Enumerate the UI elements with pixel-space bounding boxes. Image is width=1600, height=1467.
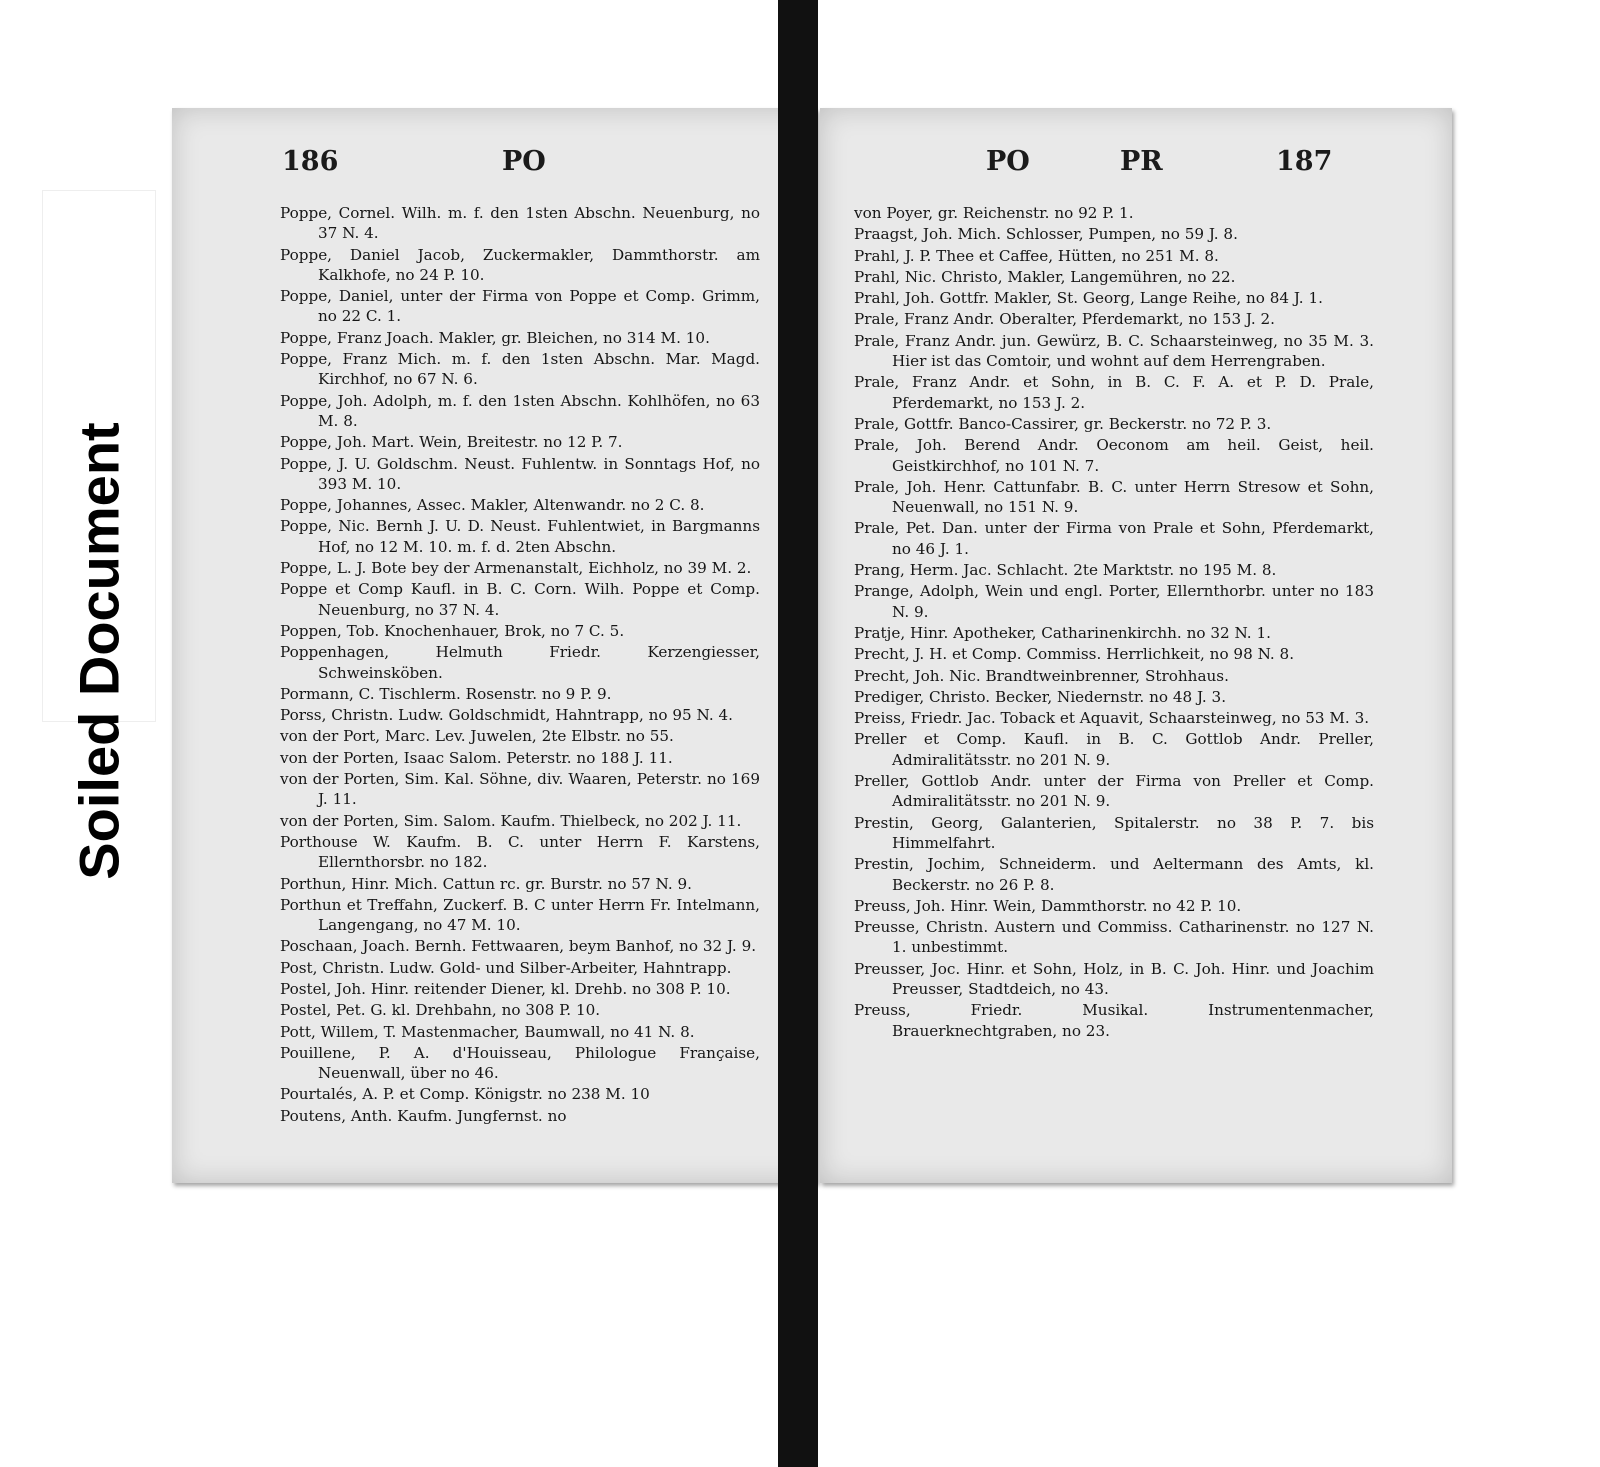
left-page-number: 186: [282, 146, 339, 177]
directory-entry: Prestin, Georg, Galanterien, Spitalerstr. no 38 P. 7. bis Himmelfahrt.: [854, 813, 1374, 852]
directory-entry: Poschaan, Joach. Bernh. Fettwaaren, beym Banhof, no 32 J. 9.: [280, 937, 757, 956]
directory-entry: Poutens, Anth. Kaufm. Jungfernst. no: [280, 1106, 567, 1125]
right-page-number: 187: [1276, 146, 1333, 177]
left-header-letters: PO: [502, 146, 546, 177]
directory-entry: Prahl, Joh. Gottfr. Makler, St. Georg, Lange Reihe, no 84 J. 1.: [854, 289, 1323, 308]
directory-entry: Pormann, C. Tischlerm. Rosenstr. no 9 P. 9.: [280, 684, 612, 703]
directory-entry: Poppe, J. U. Goldschm. Neust. Fuhlentw. in Sonntags Hof, no 393 M. 10.: [280, 454, 760, 493]
directory-entry: Preusser, Joc. Hinr. et Sohn, Holz, in B. C. Joh. Hinr. und Joachim Preusser, Stadtdeich, no 43.: [854, 959, 1374, 998]
directory-entry: Poppe, Joh. Adolph, m. f. den 1sten Abschn. Kohlhöfen, no 63 M. 8.: [280, 391, 760, 430]
directory-entry: Prale, Franz Andr. jun. Gewürz, B. C. Schaarsteinweg, no 35 M. 3. Hier ist das Comtoir, und wohnt auf dem Herrengraben.: [854, 331, 1374, 371]
directory-entry: Preller, Gottlob Andr. unter der Firma von Preller et Comp. Admiralitätsstr. no 201 N. 9.: [854, 772, 1374, 811]
directory-entry: Prediger, Christo. Becker, Niedernstr. no 48 J. 3.: [854, 687, 1227, 706]
directory-entry: Poppe, Cornel. Wilh. m. f. den 1sten Abschn. Neuenburg, no 37 N. 4.: [280, 204, 760, 243]
left-page: [172, 108, 817, 1183]
directory-entry: Praagst, Joh. Mich. Schlosser, Pumpen, no 59 J. 8.: [854, 225, 1238, 244]
directory-entry: Porthun, Hinr. Mich. Cattun rc. gr. Burstr. no 57 N. 9.: [280, 874, 692, 893]
directory-entry: Poppenhagen, Helmuth Friedr. Kerzengiesser, Schweinsköben.: [280, 643, 760, 682]
directory-entry: Pott, Willem, T. Mastenmacher, Baumwall, no 41 N. 8.: [280, 1022, 695, 1041]
directory-entry: Poppen, Tob. Knochenhauer, Brok, no 7 C. 5.: [280, 621, 625, 640]
directory-entry: Preuss, Friedr. Musikal. Instrumentenmacher, Brauerknechtgraben, no 23.: [854, 1001, 1374, 1040]
directory-entry: Prahl, J. P. Thee et Caffee, Hütten, no 251 M. 8.: [854, 246, 1219, 265]
right-header-letters-left: PO: [986, 146, 1030, 177]
directory-entry: Prestin, Jochim, Schneiderm. und Aeltermann des Amts, kl. Beckerstr. no 26 P. 8.: [854, 855, 1374, 894]
directory-entry: Pouillene, P. A. d'Houisseau, Philologue Française, Neuenwall, über no 46.: [280, 1043, 760, 1083]
directory-entry: Porthun et Treffahn, Zuckerf. B. C unter Herrn Fr. Intelmann, Langengang, no 47 M. 10.: [280, 895, 760, 935]
directory-entry: Poppe, Nic. Bernh J. U. D. Neust. Fuhlentwiet, in Bargmanns Hof, no 12 M. 10. m. f. d. 2ten Abschn.: [280, 517, 760, 556]
directory-entry: Precht, Joh. Nic. Brandtweinbrenner, Strohhaus.: [854, 666, 1229, 685]
directory-entry: Prale, Franz Andr. Oberalter, Pferdemarkt, no 153 J. 2.: [854, 310, 1275, 329]
directory-entry: Prale, Joh. Henr. Cattunfabr. B. C. unter Herrn Stresow et Sohn, Neuenwall, no 151 N. 9.: [854, 477, 1374, 517]
directory-entry: Preller et Comp. Kaufl. in B. C. Gottlob Andr. Preller, Admiralitätsstr. no 201 N. 9.: [854, 730, 1374, 769]
directory-entry: von der Porten, Isaac Salom. Peterstr. no 188 J. 11.: [280, 748, 673, 767]
directory-entry: Prange, Adolph, Wein und engl. Porter, Ellernthorbr. unter no 183 N. 9.: [854, 582, 1374, 621]
directory-entry: Postel, Pet. G. kl. Drehbahn, no 308 P. 10.: [280, 1001, 601, 1020]
directory-entry: von der Porten, Sim. Kal. Söhne, div. Waaren, Peterstr. no 169 J. 11.: [280, 770, 760, 809]
directory-entry: Prale, Franz Andr. et Sohn, in B. C. F. A. et P. D. Prale, Pferdemarkt, no 153 J. 2.: [854, 373, 1374, 412]
directory-entry: Poppe, Johannes, Assec. Makler, Altenwandr. no 2 C. 8.: [280, 496, 705, 515]
right-page-header: [820, 146, 1452, 186]
directory-entry: Porthouse W. Kaufm. B. C. unter Herrn F. Karstens, Ellernthorsbr. no 182.: [280, 832, 760, 872]
directory-entry: Prahl, Nic. Christo, Makler, Langemühren, no 22.: [854, 267, 1236, 286]
directory-entry: von Poyer, gr. Reichenstr. no 92 P. 1.: [854, 204, 1134, 222]
directory-entry: Prang, Herm. Jac. Schlacht. 2te Marktstr. no 195 M. 8.: [854, 561, 1277, 580]
stamp-label: Soiled Document: [67, 422, 131, 880]
directory-entry: Preiss, Friedr. Jac. Toback et Aquavit, Schaarsteinweg, no 53 M. 3.: [854, 709, 1370, 728]
directory-entry: Precht, J. H. et Comp. Commiss. Herrlichkeit, no 98 N. 8.: [854, 645, 1295, 664]
right-entry-list: [854, 203, 1374, 1042]
directory-entry: Post, Christn. Ludw. Gold- und Silber-Arbeiter, Hahntrapp.: [280, 958, 732, 977]
left-entry-list: [280, 203, 760, 1127]
directory-entry: Prale, Gottfr. Banco-Cassirer, gr. Beckerstr. no 72 P. 3.: [854, 414, 1272, 433]
right-header-letters-right: PR: [1120, 146, 1163, 177]
directory-entry: Poppe et Comp Kaufl. in B. C. Corn. Wilh. Poppe et Comp. Neuenburg, no 37 N. 4.: [280, 580, 760, 619]
directory-entry: Poppe, Daniel Jacob, Zuckermakler, Dammthorstr. am Kalkhofe, no 24 P. 10.: [280, 245, 760, 284]
soiled-document-stamp: [42, 190, 156, 880]
directory-entry: Poppe, Franz Joach. Makler, gr. Bleichen, no 314 M. 10.: [280, 328, 710, 347]
directory-entry: von der Porten, Sim. Salom. Kaufm. Thielbeck, no 202 J. 11.: [280, 811, 742, 830]
book-binding: [778, 0, 818, 1467]
right-page: [820, 108, 1452, 1183]
directory-entry: Poppe, Franz Mich. m. f. den 1sten Abschn. Mar. Magd. Kirchhof, no 67 N. 6.: [280, 350, 760, 389]
left-page-header: [172, 146, 817, 186]
directory-entry: Prale, Pet. Dan. unter der Firma von Prale et Sohn, Pferdemarkt, no 46 J. 1.: [854, 519, 1374, 558]
directory-entry: Preusse, Christn. Austern und Commiss. Catharinenstr. no 127 N. 1. unbestimmt.: [854, 918, 1374, 957]
directory-entry: Prale, Joh. Berend Andr. Oeconom am heil. Geist, heil. Geistkirchhof, no 101 N. 7.: [854, 436, 1374, 475]
directory-entry: Poppe, L. J. Bote bey der Armenanstalt, Eichholz, no 39 M. 2.: [280, 559, 752, 578]
directory-entry: Porss, Christn. Ludw. Goldschmidt, Hahntrapp, no 95 N. 4.: [280, 706, 733, 725]
directory-entry: Poppe, Joh. Mart. Wein, Breitestr. no 12 P. 7.: [280, 433, 623, 452]
directory-entry: Pratje, Hinr. Apotheker, Catharinenkirchh. no 32 N. 1.: [854, 623, 1271, 642]
directory-entry: Postel, Joh. Hinr. reitender Diener, kl. Drehb. no 308 P. 10.: [280, 979, 731, 998]
directory-entry: Preuss, Joh. Hinr. Wein, Dammthorstr. no 42 P. 10.: [854, 896, 1242, 915]
directory-entry: Poppe, Daniel, unter der Firma von Poppe et Comp. Grimm, no 22 C. 1.: [280, 287, 760, 326]
directory-entry: von der Port, Marc. Lev. Juwelen, 2te Elbstr. no 55.: [280, 727, 674, 746]
directory-entry: Pourtalés, A. P. et Comp. Königstr. no 238 M. 10: [280, 1085, 650, 1104]
